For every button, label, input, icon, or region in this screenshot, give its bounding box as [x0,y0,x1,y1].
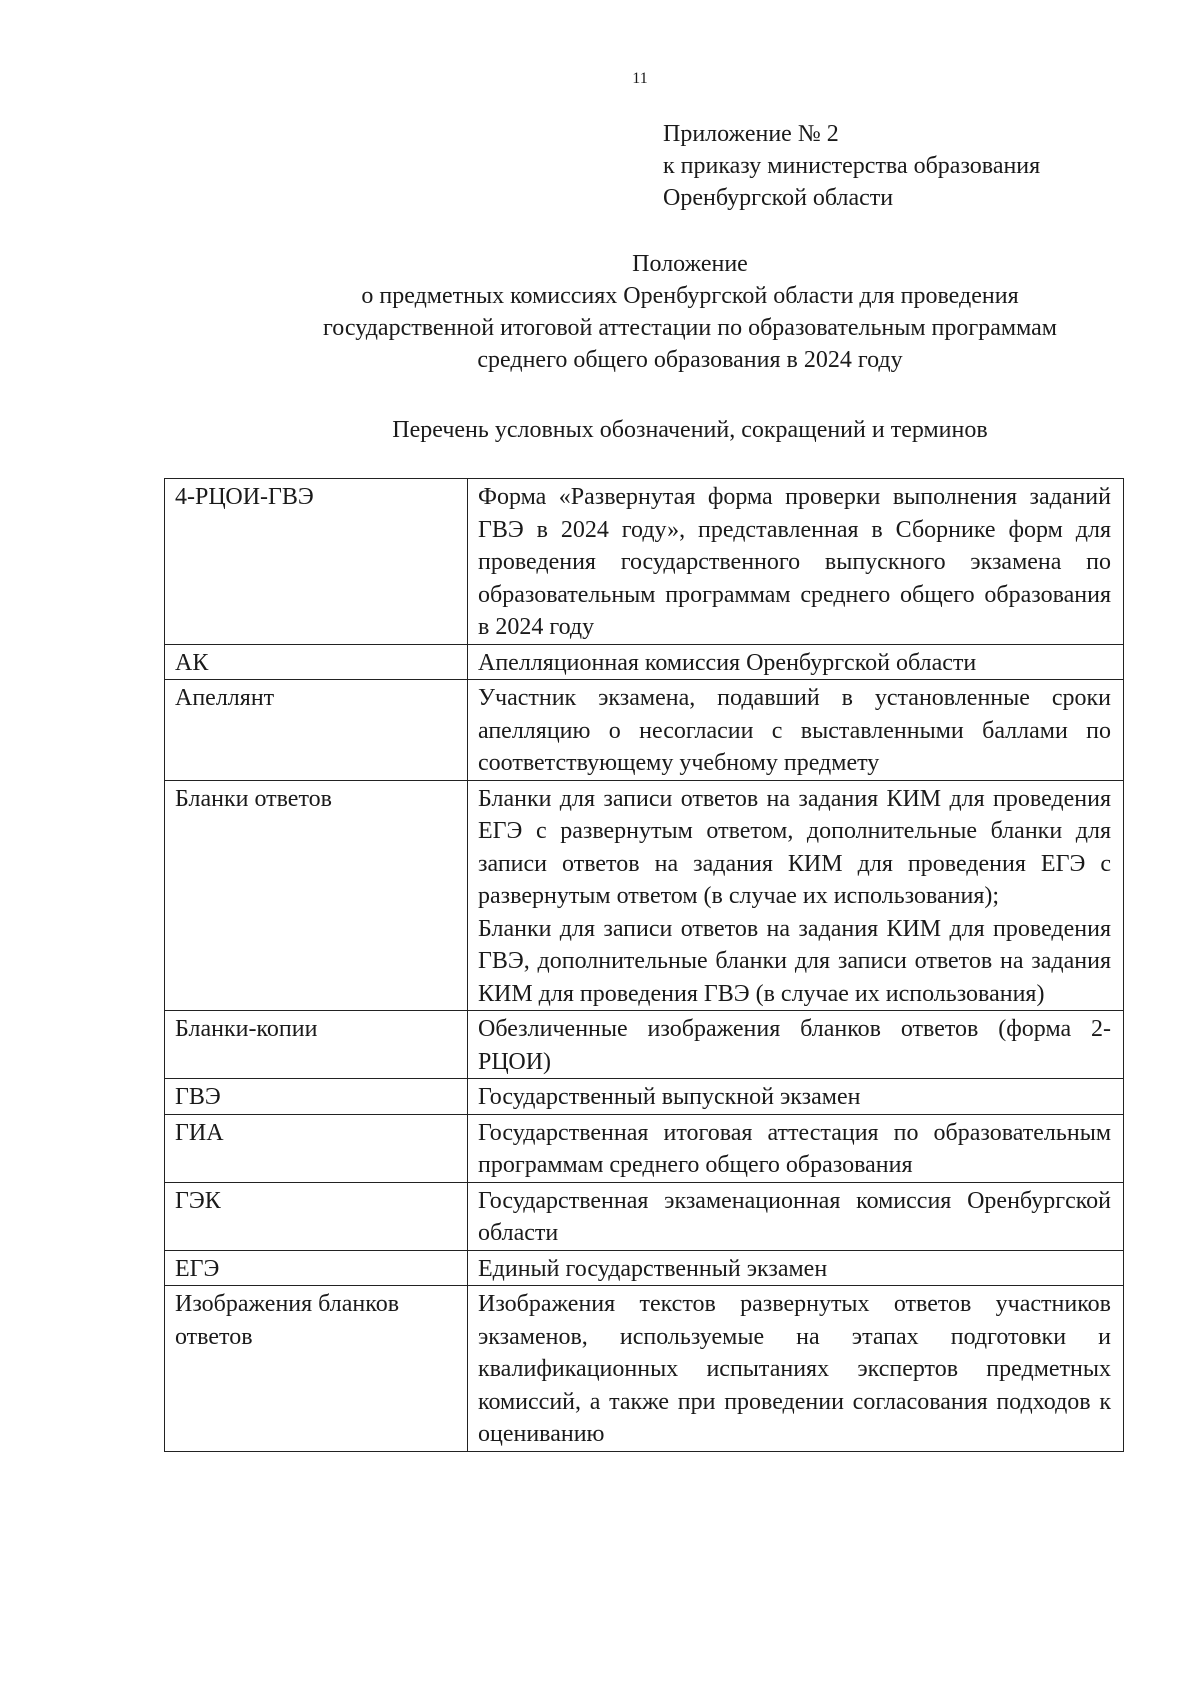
definition-cell: Единый государственный экзамен [468,1250,1124,1286]
table-row [165,1182,1124,1250]
table-row [165,644,1124,680]
table-row [165,1250,1124,1286]
term-cell: Бланки-копии [165,1011,468,1079]
appendix-header [663,118,1040,214]
definition-cell: Государственный выпускной экзамен [468,1079,1124,1115]
definition-cell: Участник экзамена, подавший в установленные сроки апелляцию о несогласии с выставленными баллами по соответствующему учебному предмету [468,680,1124,781]
terms-table [164,478,1124,1452]
term-cell: ГВЭ [165,1079,468,1115]
table-row [165,680,1124,781]
table-row [165,479,1124,645]
title-line-1: Положение [632,251,748,277]
term-cell: ГИА [165,1114,468,1182]
term-cell: ЕГЭ [165,1250,468,1286]
term-cell: 4-РЦОИ-ГВЭ [165,479,468,645]
definition-cell: Форма «Развернутая форма проверки выполнения заданий ГВЭ в 2024 году», представленная в Сборнике форм для проведения государственного выпускного экзамена по образовательным программам среднего общего образования в 2024 году [468,479,1124,645]
title-line-4: среднего общего образования в 2024 году [477,347,903,373]
table-row [165,1011,1124,1079]
title-line-2: о предметных комиссиях Оренбургской области для проведения [361,283,1019,309]
page-number: 11 [632,70,648,87]
term-cell: Апеллянт [165,680,468,781]
definition-cell: Апелляционная комиссия Оренбургской области [468,644,1124,680]
definition-cell [468,780,1124,1011]
definition-cell: Государственная экзаменационная комиссия Оренбургской области [468,1182,1124,1250]
definition-paragraph: Бланки для записи ответов на задания КИМ для проведения ЕГЭ с развернутым ответом, дополнительные бланки для записи ответов на задания КИМ для проведения ЕГЭ с развернутым ответом (в случае их использования); [478,785,1111,909]
appendix-line-2: к приказу министерства образования [663,153,1041,179]
appendix-line-3: Оренбургской области [663,185,894,211]
document-title [0,248,1200,376]
definition-cell: Изображения текстов развернутых ответов участников экзаменов, используемые на этапах подготовки и квалификационных испытаниях экспертов предметных комиссий, а также при проведении согласования подходов к оцениванию [468,1286,1124,1452]
table-row [165,1079,1124,1115]
term-cell: Изображения бланков ответов [165,1286,468,1452]
section-subtitle: Перечень условных обозначений, сокращений и терминов [392,417,988,443]
table-row [165,1286,1124,1452]
table-row [165,780,1124,1011]
definition-cell: Государственная итоговая аттестация по образовательным программам среднего общего образования [468,1114,1124,1182]
term-cell: АК [165,644,468,680]
definition-paragraph: Бланки для записи ответов на задания КИМ для проведения ГВЭ, дополнительные бланки для записи ответов на задания КИМ для проведения ГВЭ (в случае их использования) [478,915,1111,1007]
definition-cell: Обезличенные изображения бланков ответов (форма 2-РЦОИ) [468,1011,1124,1079]
title-line-3: государственной итоговой аттестации по образовательным программам [323,315,1057,341]
table-row [165,1114,1124,1182]
term-cell: Бланки ответов [165,780,468,1011]
appendix-line-1: Приложение № 2 [663,121,839,147]
term-cell: ГЭК [165,1182,468,1250]
